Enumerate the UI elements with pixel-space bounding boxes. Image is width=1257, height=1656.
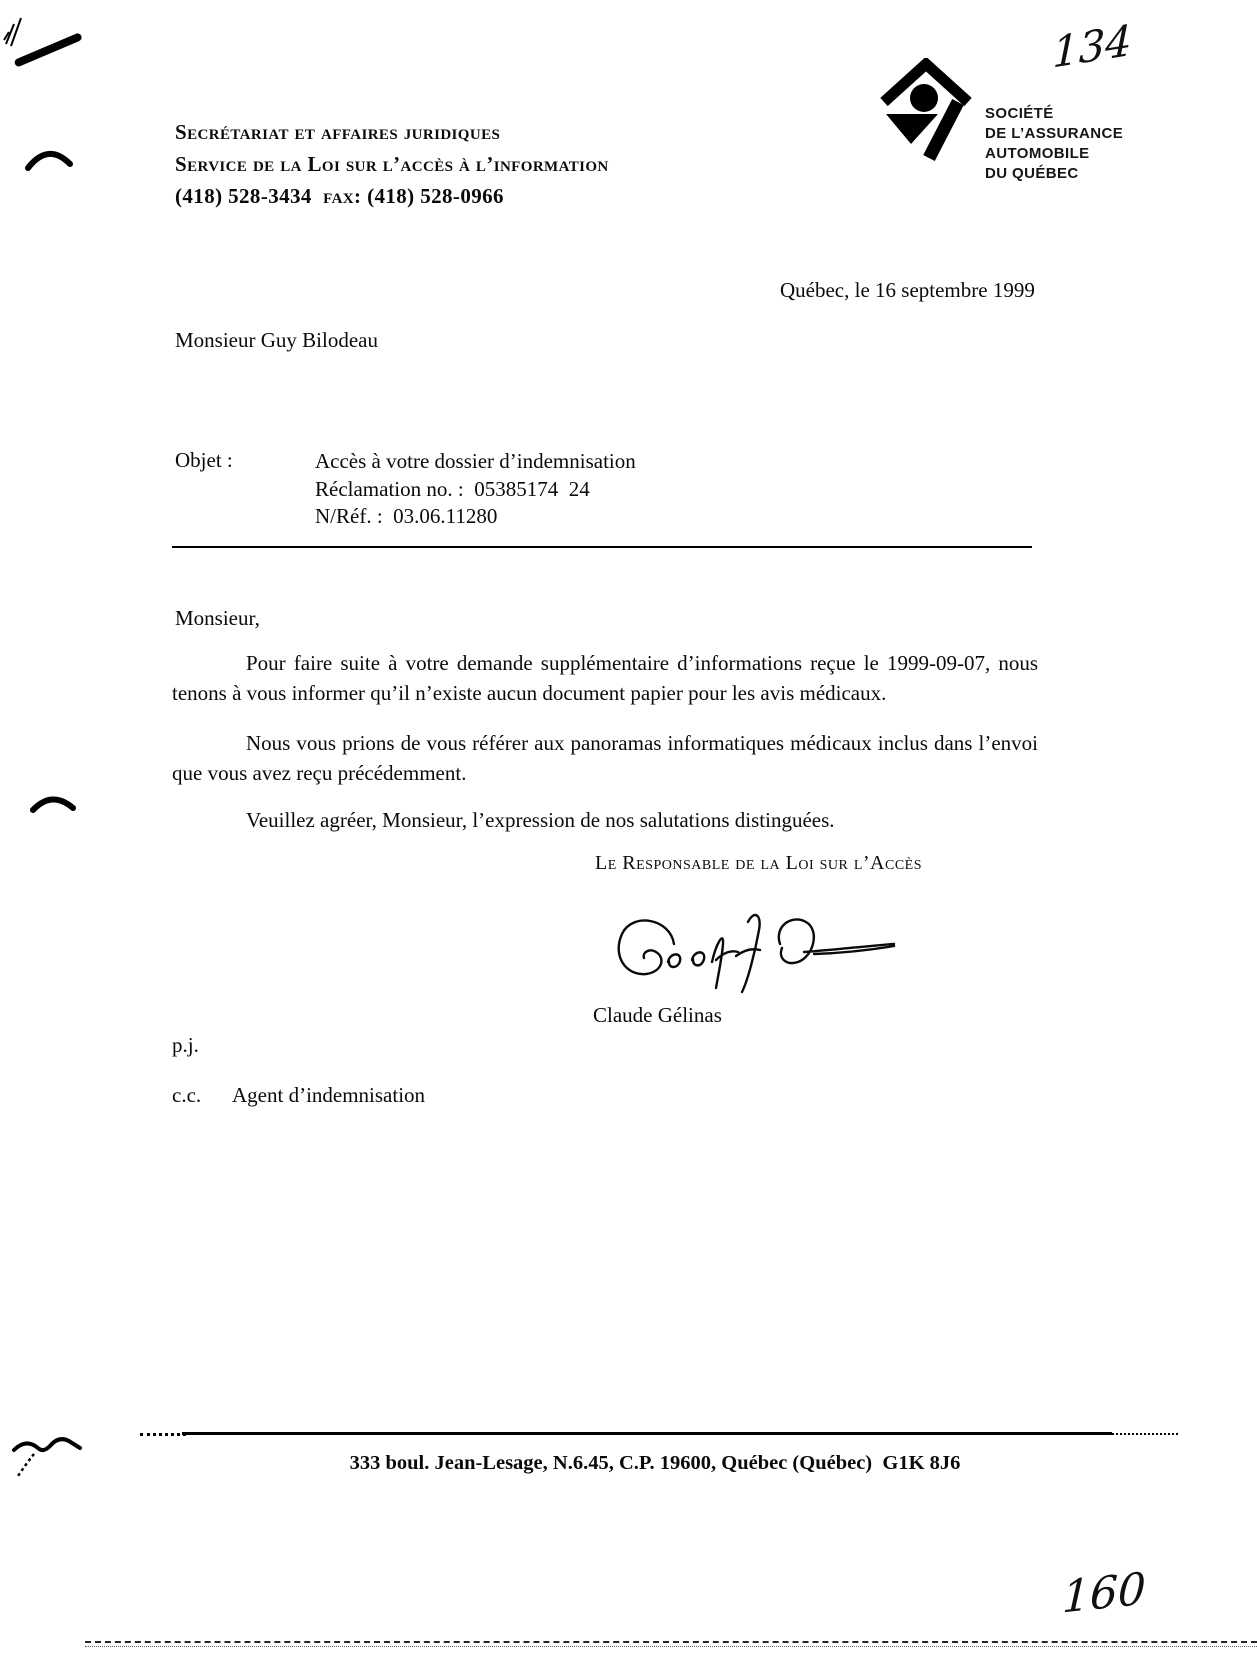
handwritten-signature: [608, 900, 908, 1000]
logo-line-1: SOCIÉTÉ: [985, 105, 1054, 122]
cc-label: c.c.: [172, 1083, 202, 1107]
scan-arc-artifact-2: [30, 786, 78, 816]
handwritten-page-number-bottom: 160: [1061, 1563, 1147, 1624]
page-bottom-dotted-line-2: [85, 1646, 1257, 1647]
department-phone-fax: (418) 528-3434 fax: (418) 528-0966: [175, 184, 504, 208]
subject-block: [315, 448, 636, 531]
subject-label: Objet :: [175, 448, 233, 472]
subject-line-reference-number: N/Réf. : 03.06.11280: [315, 504, 498, 528]
logo-line-2: DE L’ASSURANCE: [985, 125, 1124, 142]
salutation: Monsieur,: [175, 606, 260, 630]
scan-scribble-artifact: [0, 2, 50, 52]
cc-recipient: Agent d’indemnisation: [232, 1083, 426, 1107]
department-line-1: Secrétariat et affaires juridiques: [175, 120, 501, 144]
scan-squiggle-artifact: [10, 1426, 90, 1478]
signer-title: Le Responsable de la Loi sur l’Accès: [595, 852, 923, 874]
logo-line-3: AUTOMOBILE: [985, 145, 1090, 162]
scan-arc-artifact-1: [24, 140, 76, 176]
cc-block: [172, 1083, 426, 1108]
saaq-logo-wordmark: [985, 104, 1123, 184]
subject-divider-rule: [172, 546, 1032, 548]
footer-rule: [182, 1432, 1112, 1435]
closing-sentence: Veuillez agréer, Monsieur, l’expression de nos salutations distinguées.: [246, 808, 835, 832]
footer-rule-dotted-tail: [1112, 1433, 1178, 1435]
handwritten-page-number-top: 134: [1052, 15, 1133, 78]
enclosure-notation: p.j.: [172, 1033, 199, 1057]
department-line-2: Service de la Loi sur l’accès à l’information: [175, 152, 609, 176]
subject-line-claim-number: Réclamation no. : 05385174 24: [315, 476, 590, 501]
footer-address: 333 boul. Jean-Lesage, N.6.45, C.P. 19600, Québec (Québec) G1K 8J6: [349, 1452, 961, 1474]
letterhead-department-block: [175, 116, 609, 212]
page-bottom-dotted-line: [85, 1641, 1257, 1643]
subject-line-access: Accès à votre dossier d’indemnisation: [315, 449, 636, 473]
saaq-logo-icon: [874, 58, 978, 166]
body-paragraph-2: Nous vous prions de vous référer aux panoramas informatiques médicaux inclus dans l’envoi que vous avez reçu précédemment.: [172, 731, 1038, 785]
body-paragraph-1: Pour faire suite à votre demande supplémentaire d’informations reçue le 1999-09-07, nous tenons à vous informer qu’il n’existe aucun document papier pour les avis médicaux.: [172, 651, 1038, 705]
signer-name: Claude Gélinas: [593, 1003, 722, 1027]
date-line: Québec, le 16 septembre 1999: [780, 278, 1035, 302]
logo-line-4: DU QUÉBEC: [985, 165, 1079, 182]
recipient-name: Monsieur Guy Bilodeau: [175, 328, 378, 352]
footer-rule-dotted-lead: [140, 1433, 186, 1436]
